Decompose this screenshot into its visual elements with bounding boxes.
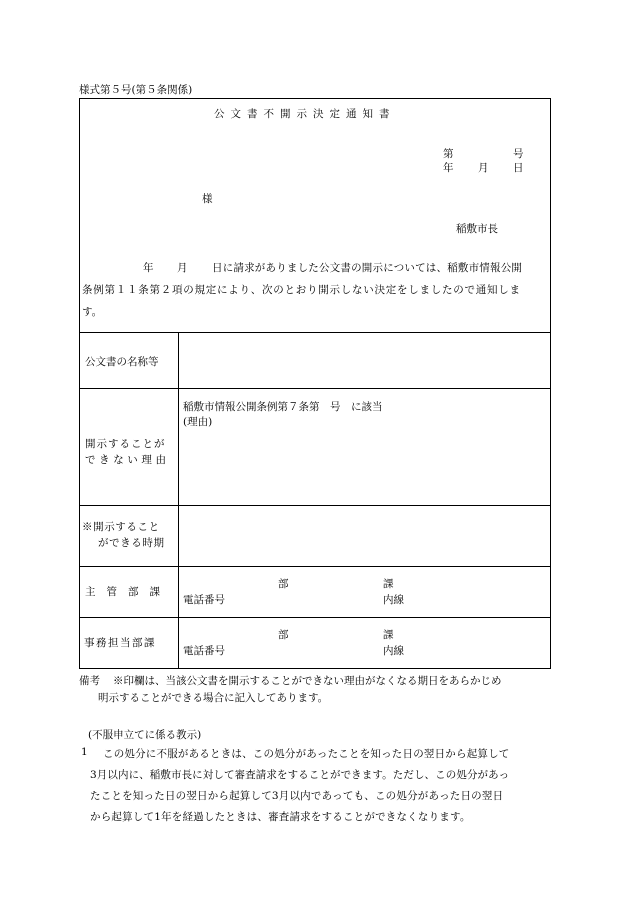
row-label-release-2: ができる時期 <box>98 537 165 549</box>
row-rule-2 <box>79 505 551 506</box>
row-rule-1 <box>79 388 551 389</box>
appeal-line1: この処分に不服があるときは、この処分があったことを知った日の翌日から起算して <box>103 748 510 760</box>
row-label-reason-1: 開示することが <box>85 438 166 450</box>
row-rule-3 <box>79 566 551 567</box>
number-dai: 第 <box>443 148 454 160</box>
note-line1: ※印欄は、当該公文書を開示することができない理由がなくなる期日をあらかじめ <box>113 675 502 687</box>
form-label: 様式第５号(第５条関係) <box>79 84 193 96</box>
intro-line2: 条例第１１条第２項の規定により、次のとおり開示しない決定をしましたので通知しま <box>82 284 521 296</box>
office-bu: 部 <box>278 629 289 641</box>
row-rule-4 <box>79 617 551 618</box>
managing-bu: 部 <box>278 578 289 590</box>
row-label-doc-name: 公文書の名称等 <box>85 356 159 368</box>
column-divider <box>178 332 179 669</box>
note-prefix: 備考 <box>79 675 100 687</box>
intro-year: 年 <box>143 262 154 274</box>
managing-ext: 内線 <box>383 594 404 606</box>
appeal-heading: (不服申立てに係る教示) <box>88 729 202 741</box>
row-label-office-dept: 事務担当部課 <box>84 637 156 649</box>
table-top-rule <box>79 332 551 333</box>
office-ext: 内線 <box>383 645 404 657</box>
row-label-managing-dept: 主管部課 <box>85 586 171 598</box>
intro-line3: す。 <box>82 306 103 318</box>
issuer: 稲敷市長 <box>456 223 498 235</box>
managing-phone: 電話番号 <box>183 594 225 606</box>
date-month: 月 <box>478 162 489 174</box>
date-day: 日 <box>513 162 524 174</box>
row-label-reason-2: できない理由 <box>85 454 170 466</box>
appeal-line2: 3月以内に、稲敷市長に対して審査請求をすることができます。ただし、この処分があっ <box>90 769 510 781</box>
office-phone: 電話番号 <box>183 645 225 657</box>
appeal-number: 1 <box>81 746 88 758</box>
row-label-release-1: ※開示すること <box>82 521 160 533</box>
reason-label: (理由) <box>183 416 213 428</box>
reason-clause: 稲敷市情報公開条例第７条第 号 に該当 <box>183 401 383 413</box>
document-title: 公文書不開示決定通知書 <box>214 108 396 120</box>
appeal-line3: たことを知った日の翌日から起算して3月以内であっても、この処分があった日の翌日 <box>90 790 504 802</box>
number-go: 号 <box>513 148 524 160</box>
managing-ka: 課 <box>383 578 394 590</box>
office-ka: 課 <box>383 629 394 641</box>
intro-month: 月 <box>177 262 188 274</box>
intro-line1: 日に請求がありました公文書の開示については、稲敷市情報公開 <box>212 262 523 274</box>
note-line2: 明示することができる場合に記入してあります。 <box>98 692 329 704</box>
addressee-suffix: 様 <box>202 193 213 205</box>
date-year: 年 <box>443 162 454 174</box>
appeal-line4: から起算して1年を経過したときは、審査請求をすることができなくなります。 <box>90 811 471 823</box>
